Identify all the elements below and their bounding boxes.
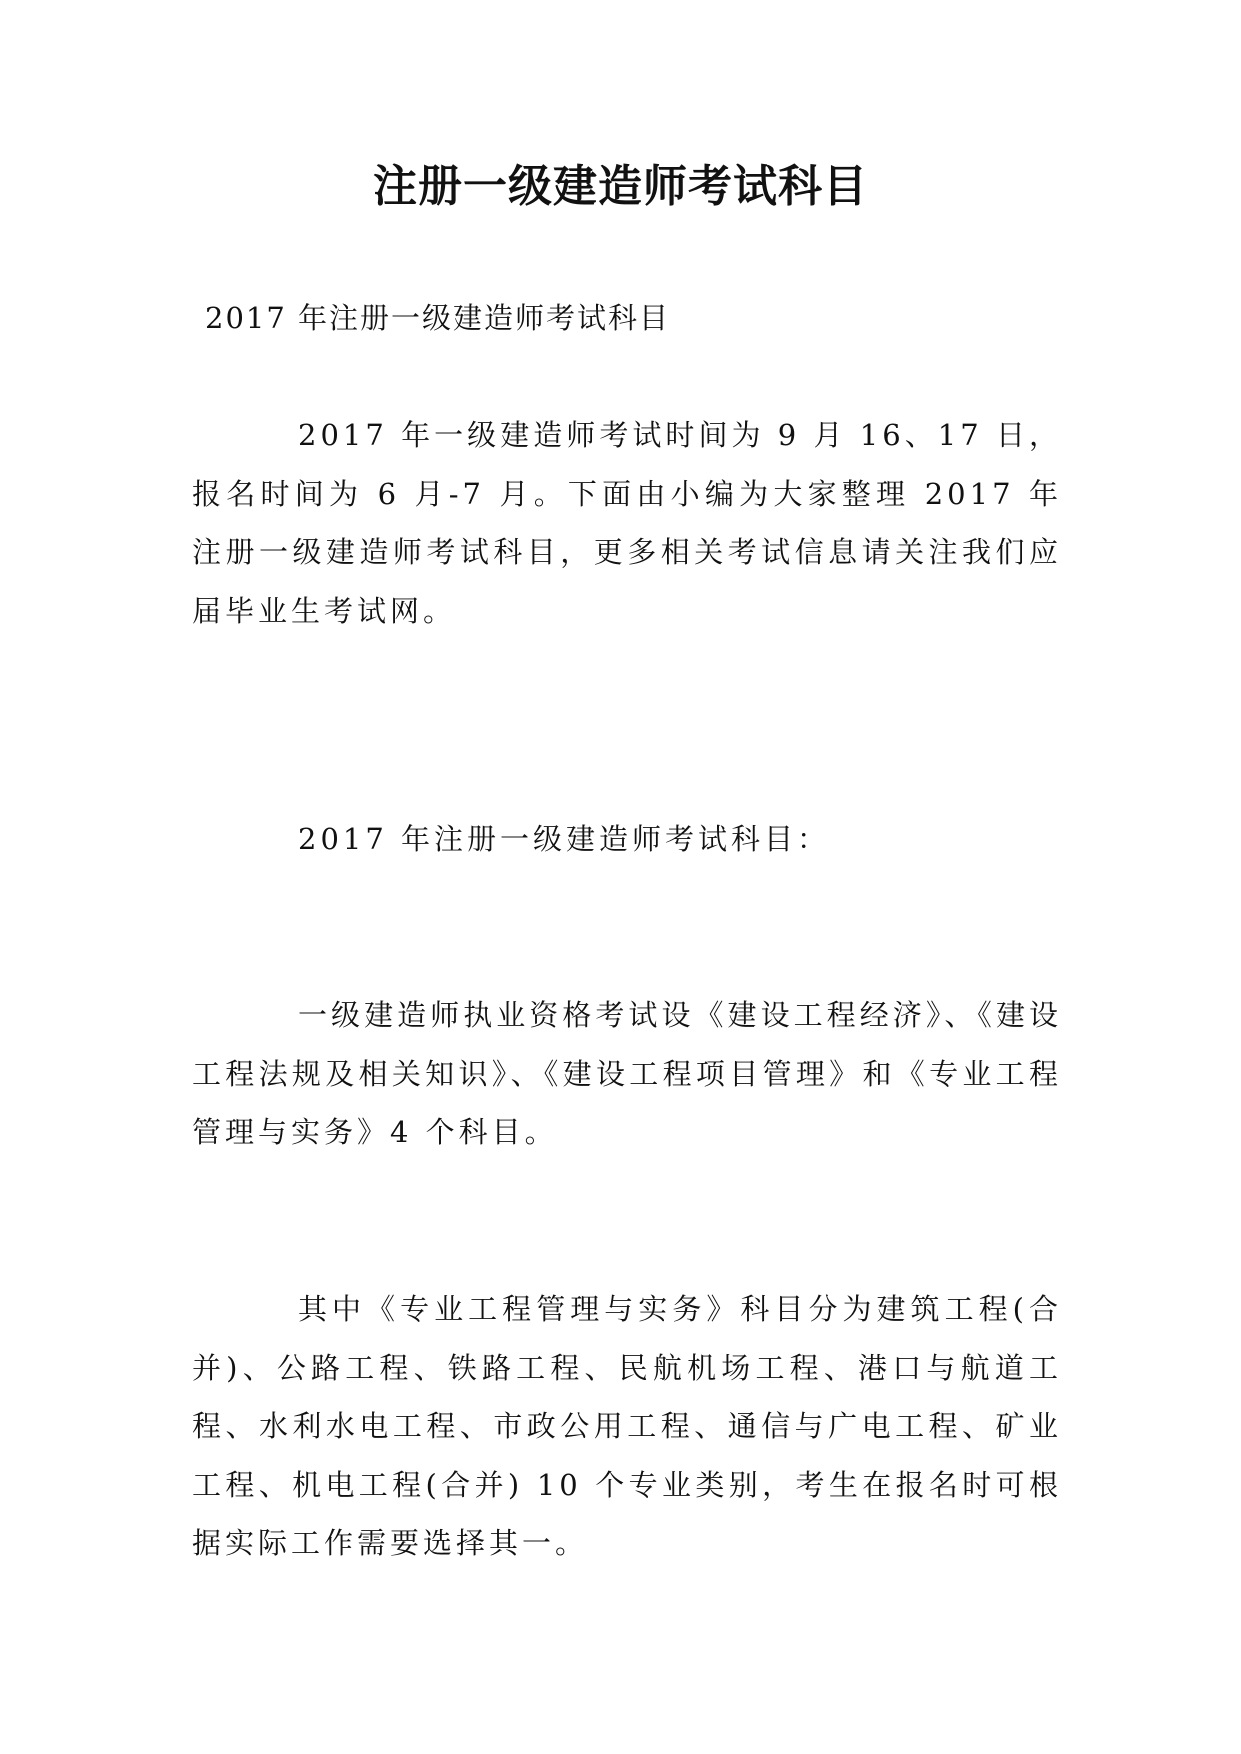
paragraph-four-subjects: 一级建造师执业资格考试设《建设工程经济》、《建设工程法规及相关知识》、《建设工程项目管理》和《专业工程管理与实务》4 个科目。 [192, 998, 1062, 1149]
document-title: 注册一级建造师考试科目 [373, 161, 868, 212]
paragraph-specialties: 其中《专业工程管理与实务》科目分为建筑工程(合并)、公路工程、铁路工程、民航机场工程、港口与航道工程、水利水电工程、市政公用工程、通信与广电工程、矿业工程、机电工程(合并) 10 个专业类别，考生在报名时可根据实际工作需要选择其一。 [192, 1292, 1062, 1560]
paragraph-subjects-heading: 2017 年注册一级建造师考试科目： [298, 822, 831, 856]
document-subtitle: 2017 年注册一级建造师考试科目 [205, 301, 671, 335]
paragraph-exam-time: 2017 年一级建造师考试时间为 9 月 16、17 日，报名时间为 6 月-7 月。下面由小编为大家整理 2017 年注册一级建造师考试科目，更多相关考试信息请关注我们应届毕业生考试网。 [192, 418, 1062, 628]
